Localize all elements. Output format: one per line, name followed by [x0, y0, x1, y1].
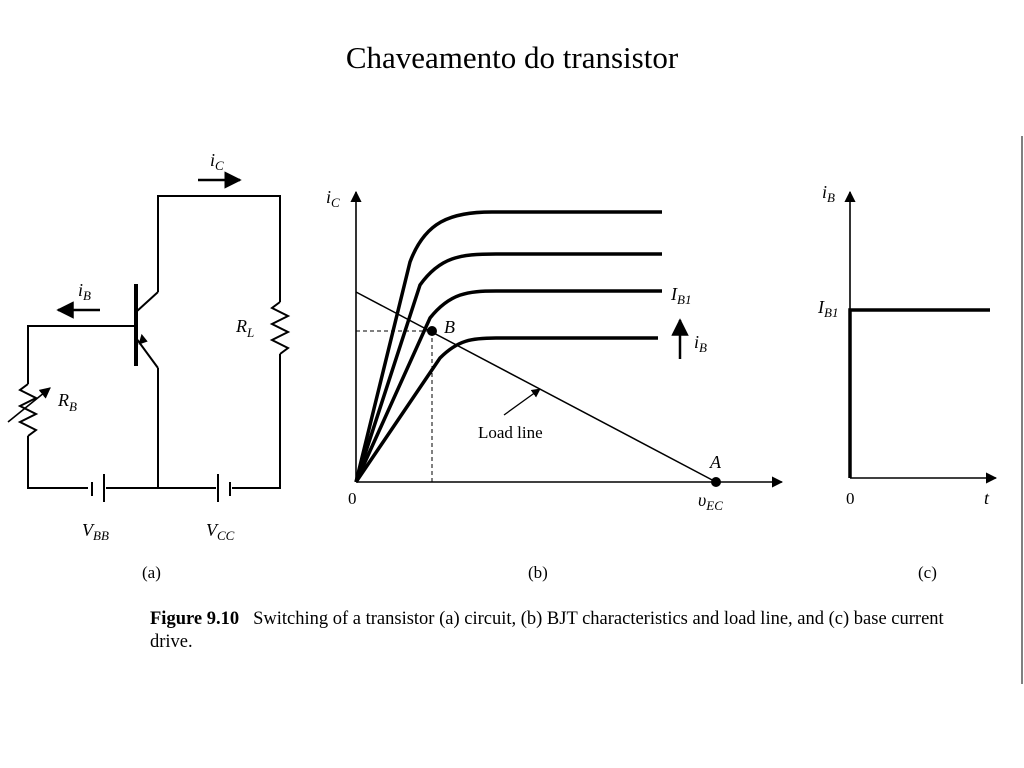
panel-b-label: (b)	[528, 563, 548, 582]
point-a-label: A	[710, 452, 721, 472]
base-wire	[28, 326, 136, 384]
y-axis-c-label: $i_B$	[822, 182, 835, 205]
caption-number: Figure 9.10	[150, 609, 240, 629]
load-resistor	[272, 302, 288, 354]
figure-caption	[150, 608, 950, 654]
load-line-label: Load line	[478, 423, 543, 442]
origin-b-label: 0	[348, 489, 357, 508]
characteristics-labels	[326, 187, 723, 582]
point-b-marker	[427, 326, 437, 336]
characteristic-curve-1	[356, 338, 658, 482]
circuit-diagram	[8, 180, 288, 502]
load-line	[356, 292, 716, 482]
panel-a-label: (a)	[142, 563, 161, 582]
bjt-characteristics	[356, 192, 782, 487]
x-axis-b-label: $\upsilon_{EC}$	[698, 490, 723, 513]
y-axis-b-label: $i_C$	[326, 187, 340, 210]
emitter-arrow-icon	[140, 336, 146, 343]
ic-label: $i_C$	[210, 150, 224, 173]
panel-c-label: (c)	[918, 563, 937, 582]
base-drive-labels	[817, 182, 990, 582]
point-b-label: B	[444, 317, 455, 337]
origin-c-label: 0	[846, 489, 855, 508]
rb-label: $R_B$	[58, 390, 77, 414]
vbb-label: $V_{BB}$	[82, 520, 109, 543]
ib-arrow-label: $i_B$	[694, 332, 707, 355]
load-line-pointer	[504, 389, 540, 415]
collector-wire	[158, 196, 280, 302]
x-axis-c-label: t	[984, 488, 990, 508]
ib1-level-label: $I_{B1}$	[818, 297, 839, 320]
base-current-drive	[850, 192, 996, 478]
slide-title: Chaveamento do transistor	[345, 40, 679, 75]
vcc-label: $V_{CC}$	[206, 520, 235, 543]
rl-bottom-wire	[232, 354, 280, 488]
characteristic-curve-ib1	[356, 291, 662, 482]
point-a-marker	[711, 477, 721, 487]
ib-label: $i_B$	[78, 280, 91, 303]
caption-text: Switching of a transistor (a) circuit, (b) BJT characteristics and load line, and (c) base current drive.	[150, 609, 944, 652]
transistor-collector-lead	[136, 292, 158, 312]
ib1-curve-label: $I_{B1}$	[671, 284, 692, 307]
rl-label: $R_L$	[236, 316, 255, 340]
base-current-waveform	[850, 310, 990, 478]
rb-bottom-wire	[28, 436, 88, 488]
